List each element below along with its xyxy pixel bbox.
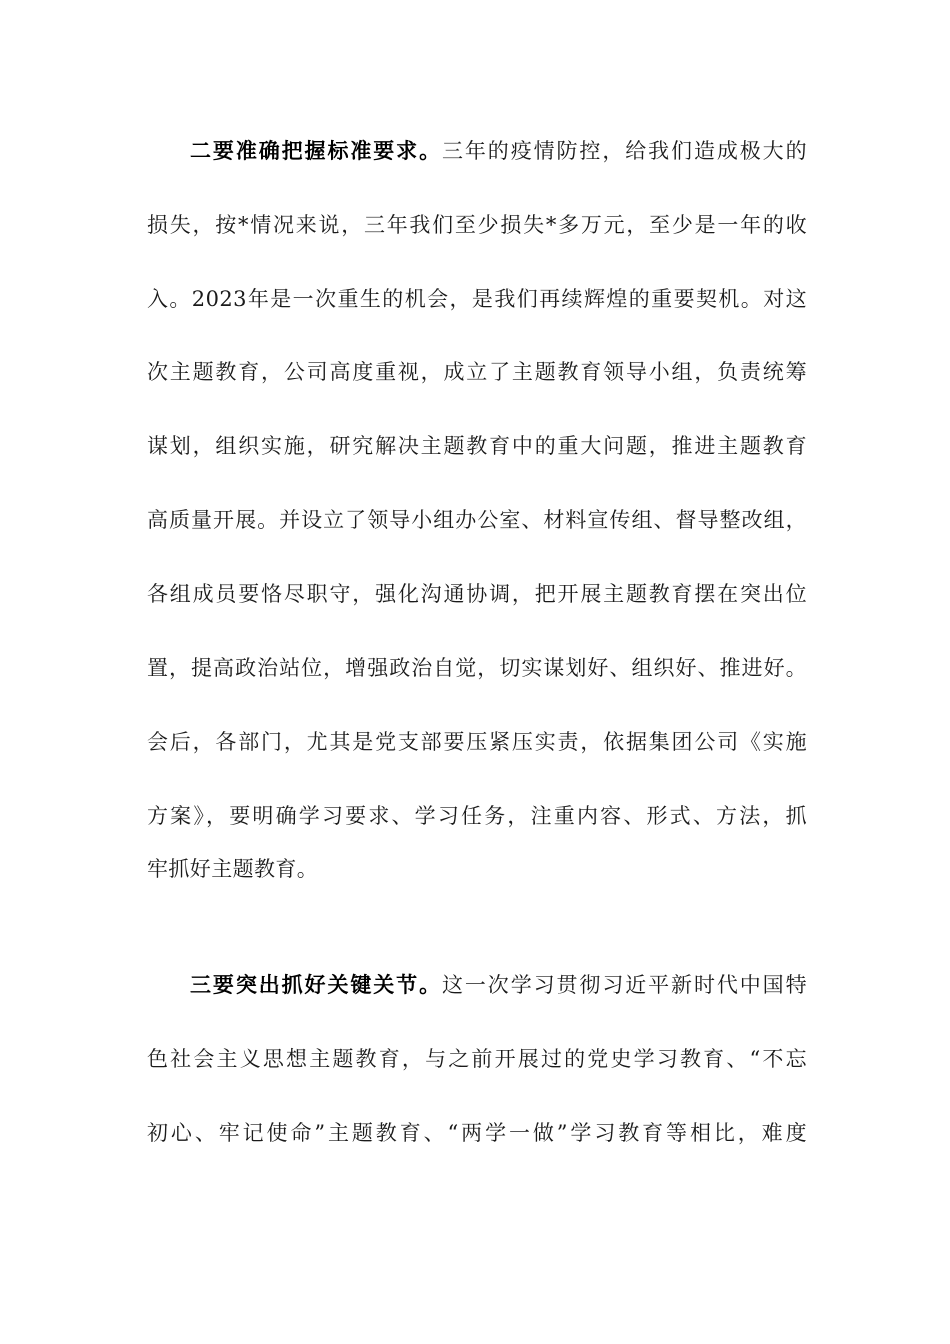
paragraph-1-line-11: 牢抓好主题教育。: [147, 857, 319, 881]
paragraph-2-line-3: 初心、牢记使命”主题教育、“两学一做”学习教育等相比，难度: [147, 1121, 807, 1145]
paragraph-1-line-2: 损失，按*情况来说，三年我们至少损失*多万元，至少是一年的收: [147, 213, 807, 237]
paragraph-1-line-3: 入。2023年是一次重生的机会，是我们再续辉煌的重要契机。对这: [147, 287, 807, 311]
paragraph-1-line-4: 次主题教育，公司高度重视，成立了主题教育领导小组，负责统筹: [147, 360, 807, 384]
paragraph-1-heading: 二要准确把握标准要求。: [190, 138, 442, 163]
paragraph-2-heading: 三要突出抓好关键关节。: [190, 972, 442, 997]
paragraph-1-line-10: 方案》，要明确学习要求、学习任务，注重内容、形式、方法，抓: [147, 804, 807, 828]
paragraph-1-line-8: 置，提高政治站位，增强政治自觉，切实谋划好、组织好、推进好。: [147, 656, 807, 680]
paragraph-1-line-5: 谋划，组织实施，研究解决主题教育中的重大问题，推进主题教育: [147, 434, 807, 458]
paragraph-2-line-1: [190, 970, 807, 1000]
paragraph-1-line-1: [190, 136, 807, 166]
paragraph-1-line-7: 各组成员要恪尽职守，强化沟通协调，把开展主题教育摆在突出位: [147, 582, 807, 606]
paragraph-2-text: 这一次学习贯彻习近平新时代中国特: [441, 973, 807, 997]
paragraph-2-line-2: 色社会主义思想主题教育，与之前开展过的党史学习教育、“不忘: [147, 1047, 807, 1071]
paragraph-1-line-9: 会后，各部门，尤其是党支部要压紧压实责，依据集团公司《实施: [147, 730, 807, 754]
paragraph-1-text: 三年的疫情防控，给我们造成极大的: [441, 139, 807, 163]
paragraph-1-line-6: 高质量开展。并设立了领导小组办公室、材料宣传组、督导整改组，: [147, 508, 807, 532]
